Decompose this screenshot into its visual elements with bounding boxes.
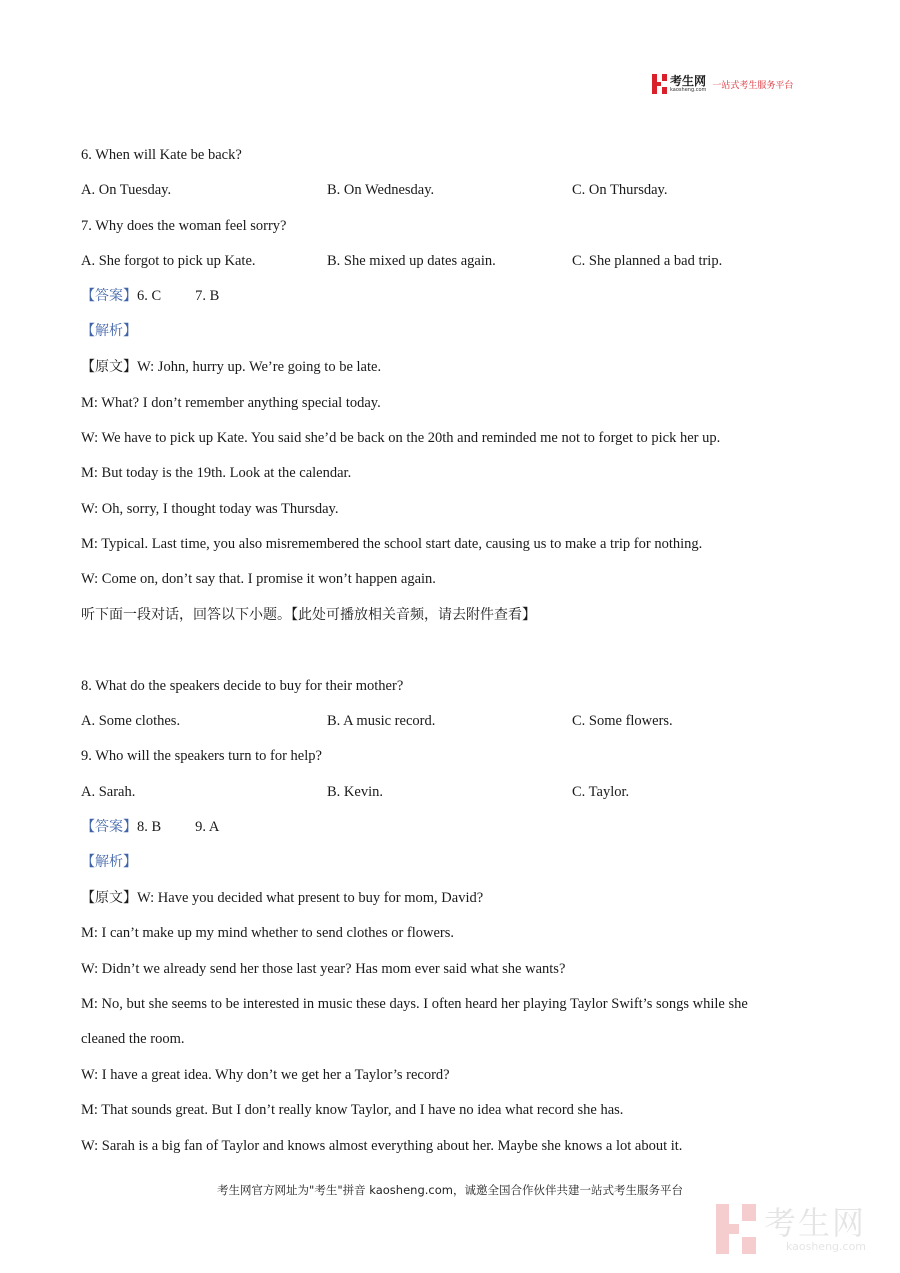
watermark-logo-icon xyxy=(716,1204,756,1254)
answer-6: 6. C xyxy=(137,288,162,304)
transcript-text: W: John, hurry up. We’re going to be late. xyxy=(137,359,382,375)
option-c: C. Some flowers. xyxy=(572,713,673,729)
option-a: A. On Tuesday. xyxy=(81,182,172,198)
watermark-domain: kaosheng.com xyxy=(785,1239,867,1253)
option-a: A. She forgot to pick up Kate. xyxy=(81,253,256,269)
option-b: B. She mixed up dates again. xyxy=(327,253,496,269)
transcript-2-line-5: cleaned the room. xyxy=(81,1031,185,1047)
transcript-2-line-8: W: Sarah is a big fan of Taylor and knows almost everything about her. Maybe she knows a lot about it. xyxy=(81,1138,683,1154)
option-b: B. A music record. xyxy=(327,713,436,729)
option-c: C. Taylor. xyxy=(572,784,630,800)
transcript-tag: 【原文】 xyxy=(81,359,137,375)
watermark xyxy=(716,1204,866,1254)
analysis-tag-2: 【解析】 xyxy=(81,854,137,870)
watermark-name: 考生网 xyxy=(764,1203,867,1242)
question-9: 9. Who will the speakers turn to for help? xyxy=(81,748,322,764)
option-c: C. She planned a bad trip. xyxy=(572,253,723,269)
answer-7: 7. B xyxy=(195,288,220,304)
answer-block-1 xyxy=(81,287,219,305)
transcript-1-line-5: W: Oh, sorry, I thought today was Thursday. xyxy=(81,501,339,517)
answer-tag: 【答案】 xyxy=(81,819,137,835)
transcript-1-line-3: W: We have to pick up Kate. You said she’d be back on the 20th and reminded me not to forget to pick her up. xyxy=(81,430,721,446)
option-c: C. On Thursday. xyxy=(572,182,668,198)
option-a: A. Sarah. xyxy=(81,784,136,800)
answer-9: 9. A xyxy=(195,819,220,835)
transcript-1-line-7: W: Come on, don’t say that. I promise it won’t happen again. xyxy=(81,571,436,587)
kaosheng-logo-icon xyxy=(652,74,667,94)
answer-block-2 xyxy=(81,818,219,836)
logo-domain: kaosheng.com xyxy=(670,87,707,93)
answer-tag: 【答案】 xyxy=(81,288,137,304)
transcript-2-line-3: W: Didn’t we already send her those last year? Has mom ever said what she wants? xyxy=(81,961,566,977)
page-footer: 考生网官方网址为"考生"拼音 kaosheng.com，诚邀全国合作伙伴共建一站式考生服务平台 xyxy=(217,1183,683,1197)
transcript-1-line-6: M: Typical. Last time, you also misremembered the school start date, causing us to make a trip for nothing. xyxy=(81,536,703,552)
option-a: A. Some clothes. xyxy=(81,713,181,729)
transcript-2-line-2: M: I can’t make up my mind whether to send clothes or flowers. xyxy=(81,925,455,941)
transcript-tag: 【原文】 xyxy=(81,890,137,906)
transcript-1-line-2: M: What? I don’t remember anything special today. xyxy=(81,395,381,411)
listening-instruction: 听下面一段对话，回答以下小题。【此处可播放相关音频，请去附件查看】 xyxy=(81,607,536,623)
question-6: 6. When will Kate be back? xyxy=(81,147,242,163)
transcript-2-line-6: W: I have a great idea. Why don’t we get her a Taylor’s record? xyxy=(81,1067,450,1083)
logo-name: 考生网 xyxy=(670,74,707,88)
question-7: 7. Why does the woman feel sorry? xyxy=(81,218,287,234)
option-b: B. On Wednesday. xyxy=(327,182,435,198)
answer-8: 8. B xyxy=(137,819,162,835)
transcript-1-line-4: M: But today is the 19th. Look at the calendar. xyxy=(81,465,352,481)
transcript-2-line-7: M: That sounds great. But I don’t really know Taylor, and I have no idea what record she has. xyxy=(81,1102,624,1118)
question-9-options xyxy=(81,783,781,801)
question-7-options xyxy=(81,252,781,270)
transcript-2-line-4: M: No, but she seems to be interested in music these days. I often heard her playing Taylor Swift’s songs while she xyxy=(81,996,748,1012)
header-tagline: 一站式考生服务平台 xyxy=(712,80,794,91)
transcript-2-line-1 xyxy=(81,889,483,907)
question-8-options xyxy=(81,712,781,730)
analysis-tag-1: 【解析】 xyxy=(81,323,137,339)
option-b: B. Kevin. xyxy=(327,784,383,800)
transcript-text: W: Have you decided what present to buy for mom, David? xyxy=(137,890,484,906)
question-8: 8. What do the speakers decide to buy for their mother? xyxy=(81,678,404,694)
header-logo xyxy=(652,72,793,96)
transcript-1-line-1 xyxy=(81,358,381,376)
question-6-options xyxy=(81,181,781,199)
